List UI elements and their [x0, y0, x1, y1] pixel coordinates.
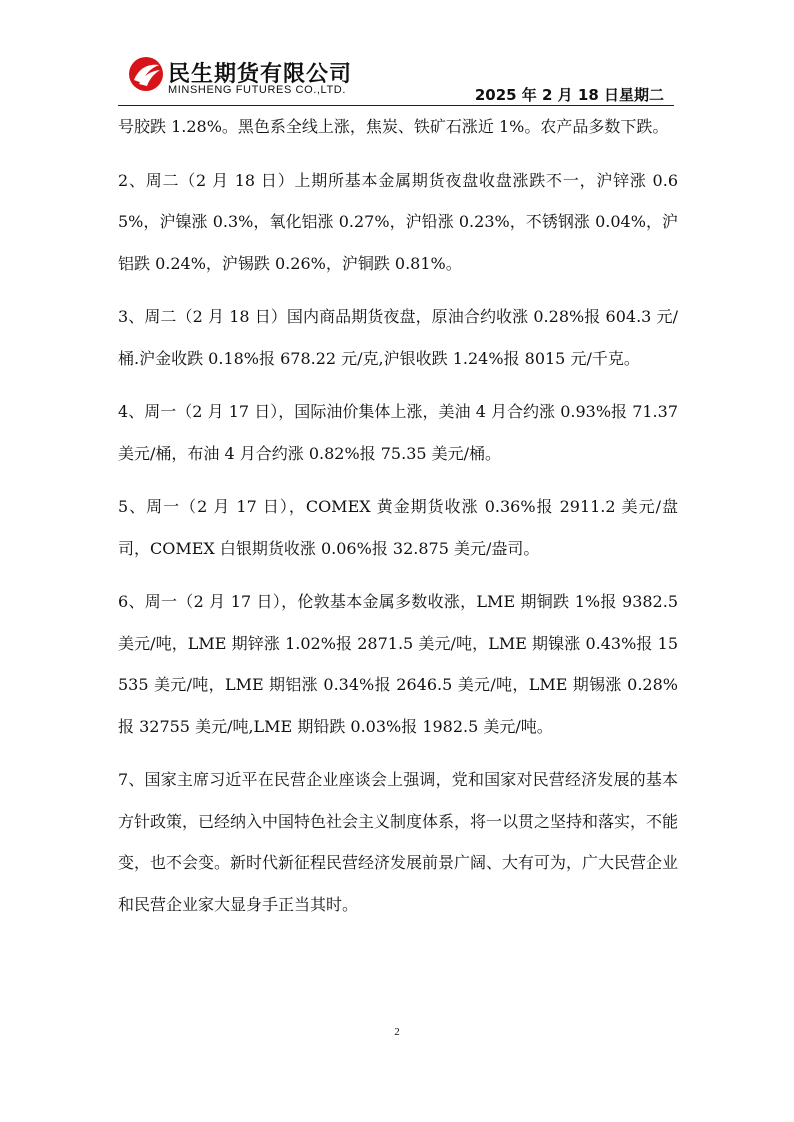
company-name-en: MINSHENG FUTURES CO.,LTD.	[168, 84, 346, 96]
report-date: 2025 年 2 月 18 日星期二	[474, 86, 664, 104]
news-paragraph: 7、国家主席习近平在民营企业座谈会上强调，党和国家对民营经济发展的基本方针政策，已经纳入中国特色社会主义制度体系，将一以贯之坚持和落实，不能变，也不会变。新时代新征程民营经济发展前景广阔、大有可为，广大民营企业和民营企业家大显身手正当其时。	[118, 770, 679, 914]
news-paragraph: 2、周二（2 月 18 日）上期所基本金属期货夜盘收盘涨跌不一，沪锌涨 0.65%，沪镍涨 0.3%，氧化铝涨 0.27%，沪铅涨 0.23%，不锈钢涨 0.04%，沪铝跌 0.24%，沪锡跌 0.26%，沪铜跌 0.81%。	[118, 170, 678, 273]
company-name-cn: 民生期货有限公司	[168, 62, 353, 87]
news-paragraph: 号胶跌 1.28%。黑色系全线上涨，焦炭、铁矿石涨近 1%。农产品多数下跌。	[118, 117, 669, 136]
news-body	[118, 106, 678, 937]
page-number: 2	[394, 1026, 400, 1038]
news-paragraph: 3、周二（2 月 18 日）国内商品期货夜盘，原油合约收涨 0.28%报 604.3 元/桶.沪金收跌 0.18%报 678.22 元/克,沪银收跌 1.24%报 8015 元/千克。	[118, 307, 678, 368]
minsheng-logo-icon	[128, 56, 164, 92]
news-paragraph: 4、周一（2 月 17 日），国际油价集体上涨，美油 4 月合约涨 0.93%报 71.37 美元/桶，布油 4 月合约涨 0.82%报 75.35 美元/桶。	[118, 402, 678, 463]
page-header	[0, 0, 794, 110]
news-paragraph: 6、周一（2 月 17 日），伦敦基本金属多数收涨，LME 期铜跌 1%报 9382.5 美元/吨，LME 期锌涨 1.02%报 2871.5 美元/吨，LME 期镍涨 0.43%报 15535 美元/吨，LME 期铝涨 0.34%报 2646.5 美元/吨，LME 期锡涨 0.28%报 32755 美元/吨,LME 期铅跌 0.03%报 1982.5 美元/吨。	[118, 592, 678, 736]
news-paragraph: 5、周一（2 月 17 日），COMEX 黄金期货收涨 0.36%报 2911.2 美元/盘司，COMEX 白银期货收涨 0.06%报 32.875 美元/盎司。	[118, 497, 678, 558]
